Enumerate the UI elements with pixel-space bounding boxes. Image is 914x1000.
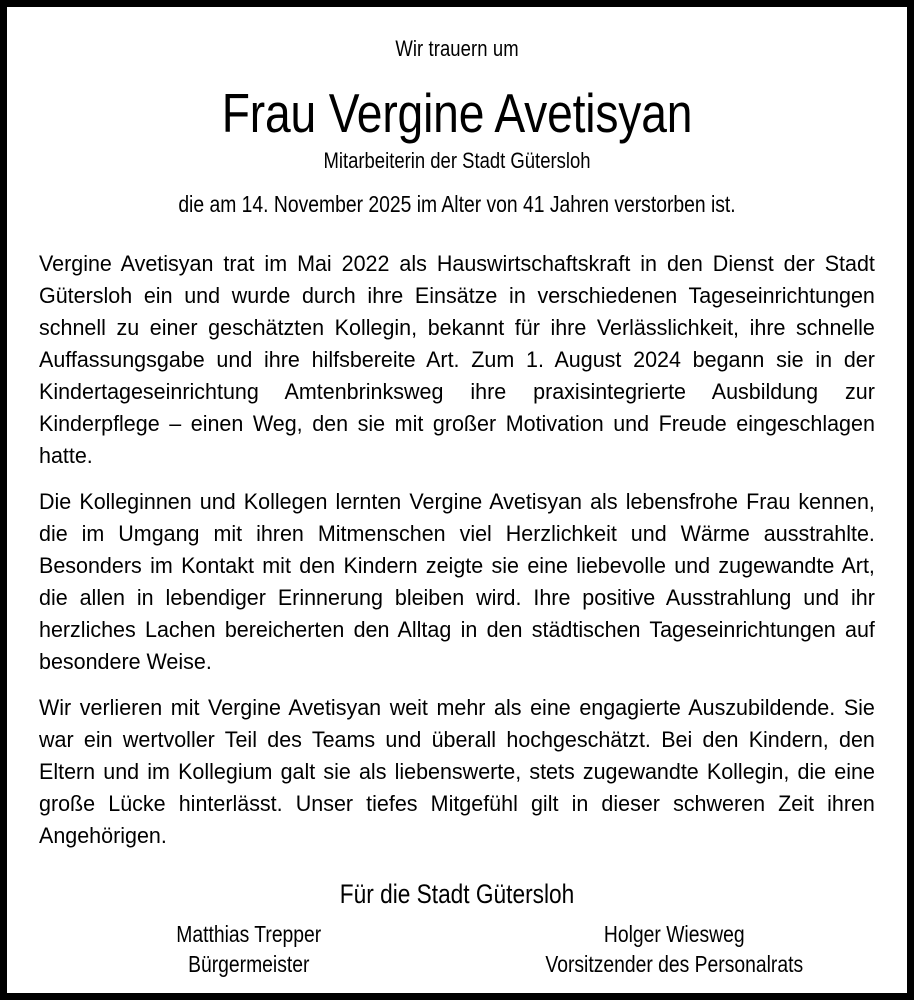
signatory [466, 919, 883, 979]
death-date-line [32, 190, 882, 218]
signatory-title: Vorsitzender des Personalrats [544, 951, 803, 977]
obituary-body [32, 248, 882, 852]
signatory-title: Bürgermeister [188, 951, 310, 977]
notice-content [7, 7, 907, 993]
obituary-header [32, 25, 882, 218]
signature-block [32, 878, 882, 979]
deceased-name-text: Frau Vergine Avetisyan [221, 82, 693, 144]
mourn-line [32, 36, 882, 62]
deceased-role-text: Mitarbeiterin der Stadt Gütersloh [323, 148, 591, 173]
signatory [32, 919, 466, 979]
signatory-name: Holger Wiesweg [603, 921, 745, 947]
body-paragraph: Wir verlieren mit Vergine Avetisyan weit mehr als eine engagierte Auszubildende. Sie war ein wertvoller Teil des Teams und überall hochgeschätzt. Bei den Kindern, den Eltern und im Kollegium galt sie als liebenswerte, stets zugewandte Kollegin, die eine große Lücke hinterlässt. Unser tiefes Mitgefühl gilt in dieser schweren Zeit ihren Angehörigen. [39, 695, 875, 848]
mourn-line-text: Wir trauern um [395, 36, 519, 61]
signatory-list [32, 919, 882, 979]
signature-heading-text: Für die Stadt Gütersloh [339, 879, 575, 909]
deceased-name [32, 82, 882, 144]
death-date-text: die am 14. November 2025 im Alter von 41 Jahren verstorben ist. [178, 191, 736, 217]
body-paragraph: Die Kolleginnen und Kollegen lernten Vergine Avetisyan als lebensfrohe Frau kennen, die im Umgang mit ihren Mitmenschen viel Herzlichkeit und Wärme ausstrahlte. Besonders im Kontakt mit den Kindern zeigte sie eine liebevolle und zugewandte Art, die allen in lebendiger Erinnerung bleiben wird. Ihre positive Ausstrahlung und ihr herzliches Lachen bereicherten den Alltag in den städtischen Tageseinrichtungen auf besondere Weise. [39, 489, 875, 674]
signature-heading [32, 878, 882, 911]
deceased-role [32, 148, 882, 174]
body-paragraph: Vergine Avetisyan trat im Mai 2022 als Hauswirtschaftskraft in den Dienst der Stadt Gütersloh ein und wurde durch ihre Einsätze in verschiedenen Tageseinrichtungen schnell zu einer geschätzten Kollegin, bekannt für ihre Verlässlichkeit, ihre schnelle Auffassungsgabe und ihre hilfsbereite Art. Zum 1. August 2024 begann sie in der Kindertageseinrichtung Amtenbrinksweg ihre praxisintegrierte Ausbildung zur Kinderpflege – einen Weg, den sie mit großer Motivation und Freude eingeschlagen hatte. [39, 251, 875, 468]
signatory-name: Matthias Trepper [176, 921, 322, 947]
